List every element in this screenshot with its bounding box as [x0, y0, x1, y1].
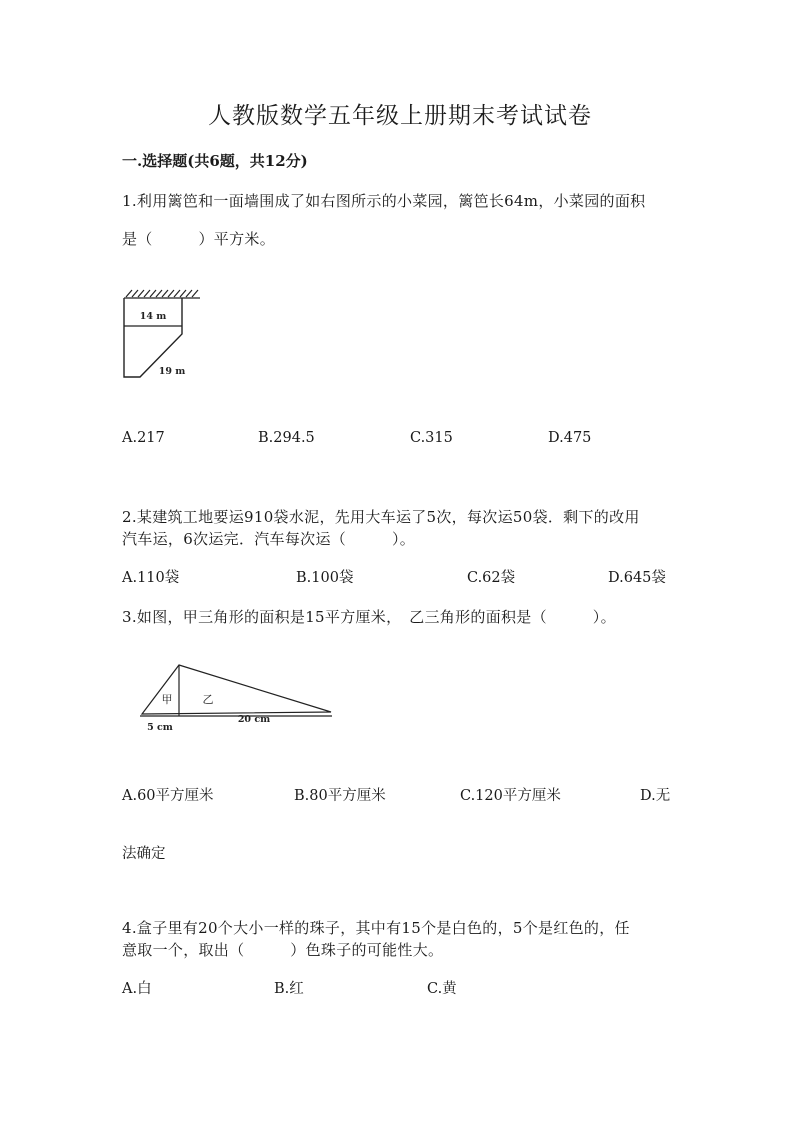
height-length-label: 19 m: [158, 366, 186, 377]
option-c[interactable]: C.62袋: [467, 570, 516, 586]
option-d[interactable]: D.无: [640, 788, 671, 804]
option-b[interactable]: B.红: [274, 981, 304, 997]
option-b[interactable]: B.100袋: [296, 570, 354, 586]
question-1-line-2: 是（ ）平方米。: [122, 230, 276, 248]
question-4-line-2: 意取一个，取出（ ）色珠子的可能性大。: [122, 941, 444, 959]
option-a[interactable]: A.白: [122, 981, 152, 997]
triangles-figure: [136, 660, 336, 738]
section-heading: 一.选择题(共6题，共12分): [122, 152, 308, 170]
question-4-line-1: 4.盒子里有20个大小一样的珠子，其中有15个是白色的，5个是红色的，任: [122, 919, 630, 937]
triangle-jia-label: 甲: [161, 693, 173, 706]
option-d[interactable]: D.645袋: [608, 570, 666, 586]
question-2-line-1: 2.某建筑工地要运910袋水泥，先用大车运了5次，每次运50袋．剩下的改用: [122, 508, 640, 526]
option-d[interactable]: D.475: [548, 430, 592, 446]
question-1-line-1: 1.利用篱笆和一面墙围成了如右图所示的小菜园，篱笆长64m，小菜园的面积: [122, 192, 646, 210]
vegetable-garden-figure: [118, 288, 208, 390]
page-title: 人教版数学五年级上册期末考试试卷: [208, 103, 592, 129]
left-base-label: 5 cm: [147, 722, 173, 733]
option-c[interactable]: C.120平方厘米: [460, 788, 561, 804]
question-2-line-2: 汽车运，6次运完．汽车每次运（ ）。: [122, 530, 416, 548]
option-b[interactable]: B.294.5: [258, 430, 315, 446]
wall-hatching: [124, 290, 200, 298]
option-a[interactable]: A.110袋: [122, 570, 180, 586]
option-c[interactable]: C.315: [410, 430, 453, 446]
option-d-continuation: 法确定: [122, 846, 166, 862]
option-b[interactable]: B.80平方厘米: [294, 788, 386, 804]
option-c[interactable]: C.黄: [427, 981, 457, 997]
right-base-label: 20 cm: [237, 714, 271, 725]
option-a[interactable]: A.217: [122, 430, 165, 446]
question-3-line-1: 3.如图，甲三角形的面积是15平方厘米， 乙三角形的面积是（ ）。: [122, 608, 616, 626]
triangle-outline: [142, 665, 331, 714]
triangle-yi-label: 乙: [202, 693, 214, 706]
top-length-label: 14 m: [139, 311, 167, 322]
option-a[interactable]: A.60平方厘米: [122, 788, 214, 804]
